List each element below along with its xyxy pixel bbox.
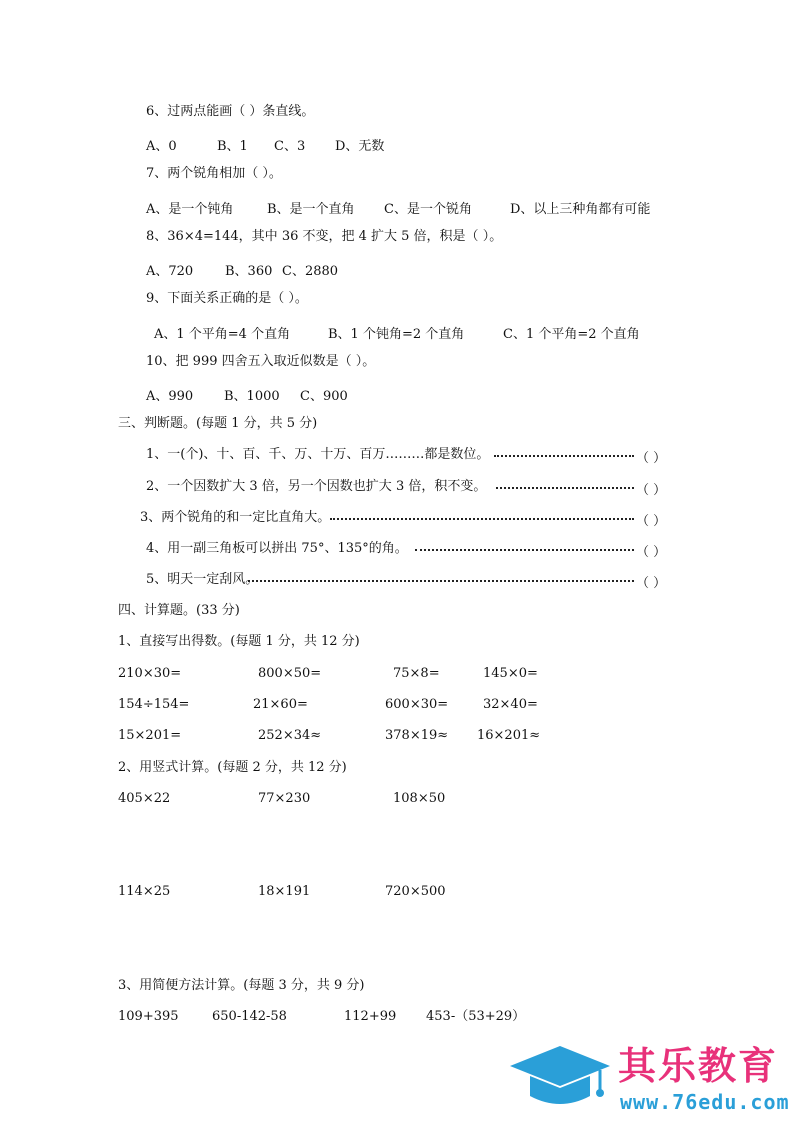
judge-item-3: 3、两个锐角的和一定比直角大。 xyxy=(140,510,331,525)
judge-paren-2: （ ） xyxy=(636,483,667,498)
judge-leader-3 xyxy=(330,518,634,520)
q7-option-b: B、是一个直角 xyxy=(267,202,355,217)
calc-p3-item3: 112+99 xyxy=(344,1009,397,1024)
calc-p1-r1c3: 75×8= xyxy=(393,666,440,681)
q7-option-d: D、以上三种角都有可能 xyxy=(510,202,651,217)
calc-p3-item2: 650-142-58 xyxy=(212,1009,287,1024)
calc-part3-title: 3、用简便方法计算。(每题 3 分，共 9 分) xyxy=(118,978,365,993)
q9-option-b: B、1 个钝角=2 个直角 xyxy=(328,327,465,342)
q7-option-c: C、是一个锐角 xyxy=(384,202,472,217)
q6-option-d: D、无数 xyxy=(335,139,385,154)
judge-paren-5: （ ） xyxy=(636,576,667,591)
judge-item-1: 1、一(个)、十、百、千、万、十万、百万………都是数位。 xyxy=(146,447,490,462)
calc-p2-r2c1: 114×25 xyxy=(118,884,171,899)
calc-part1-title: 1、直接写出得数。(每题 1 分，共 12 分) xyxy=(118,634,360,649)
judge-paren-4: （ ） xyxy=(636,545,667,560)
q10-option-c: C、900 xyxy=(300,389,348,404)
calc-p1-r3c2: 252×34≈ xyxy=(258,728,322,743)
calc-p1-r1c1: 210×30= xyxy=(118,666,182,681)
judge-heading: 三、判断题。(每题 1 分，共 5 分) xyxy=(118,416,318,431)
calc-p1-r1c4: 145×0= xyxy=(483,666,538,681)
calc-p1-r3c1: 15×201= xyxy=(118,728,182,743)
q9-stem: 9、下面关系正确的是（ ）。 xyxy=(146,291,308,306)
judge-paren-3: （ ） xyxy=(636,514,667,529)
calc-p1-r1c2: 800×50= xyxy=(258,666,322,681)
judge-leader-5 xyxy=(248,580,634,582)
q10-option-b: B、1000 xyxy=(224,389,280,404)
q7-stem: 7、两个锐角相加（ ）。 xyxy=(146,166,282,181)
q8-stem: 8、36×4=144，其中 36 不变，把 4 扩大 5 倍，积是（ ）。 xyxy=(146,229,503,244)
logo xyxy=(508,1040,788,1118)
calc-p1-r3c3: 378×19≈ xyxy=(385,728,449,743)
calc-part2-title: 2、用竖式计算。(每题 2 分，共 12 分) xyxy=(118,760,347,775)
calc-p2-r1c2: 77×230 xyxy=(258,791,311,806)
logo-url: www.76edu.com xyxy=(620,1090,790,1114)
q8-option-b: B、360 xyxy=(225,264,273,279)
calc-heading: 四、计算题。(33 分) xyxy=(118,603,240,618)
graduation-cap-icon xyxy=(508,1046,612,1112)
calc-p1-r2c4: 32×40= xyxy=(483,697,538,712)
calc-p1-r2c2: 21×60= xyxy=(253,697,308,712)
calc-p3-item4: 453-（53+29） xyxy=(426,1009,526,1024)
calc-p2-r2c2: 18×191 xyxy=(258,884,311,899)
q9-option-a: A、1 个平角=4 个直角 xyxy=(154,327,291,342)
q6-option-b: B、1 xyxy=(217,139,248,154)
calc-p1-r3c4: 16×201≈ xyxy=(477,728,541,743)
judge-leader-4 xyxy=(415,549,634,551)
q6-option-a: A、0 xyxy=(146,139,177,154)
logo-title: 其乐教育 xyxy=(618,1044,779,1088)
q6-stem: 6、过两点能画（ ）条直线。 xyxy=(146,104,315,119)
q9-option-c: C、1 个平角=2 个直角 xyxy=(503,327,640,342)
judge-leader-2 xyxy=(496,487,634,489)
judge-paren-1: （ ） xyxy=(636,451,667,466)
q10-option-a: A、990 xyxy=(146,389,194,404)
judge-leader-1 xyxy=(494,455,634,457)
calc-p2-r2c3: 720×500 xyxy=(385,884,446,899)
judge-item-5: 5、明天一定刮风。 xyxy=(146,572,259,587)
calc-p1-r2c3: 600×30= xyxy=(385,697,449,712)
q8-option-c: C、2880 xyxy=(282,264,339,279)
q8-option-a: A、720 xyxy=(146,264,194,279)
calc-p1-r2c1: 154÷154= xyxy=(118,697,190,712)
judge-item-2: 2、一个因数扩大 3 倍，另一个因数也扩大 3 倍，积不变。 xyxy=(146,479,487,494)
q7-option-a: A、是一个钝角 xyxy=(146,202,234,217)
calc-p3-item1: 109+395 xyxy=(118,1009,179,1024)
calc-p2-r1c1: 405×22 xyxy=(118,791,171,806)
q10-stem: 10、把 999 四舍五入取近似数是（ ）。 xyxy=(146,354,376,369)
calc-p2-r1c3: 108×50 xyxy=(393,791,446,806)
q6-option-c: C、3 xyxy=(274,139,306,154)
judge-item-4: 4、用一副三角板可以拼出 75°、135°的角。 xyxy=(146,541,408,556)
